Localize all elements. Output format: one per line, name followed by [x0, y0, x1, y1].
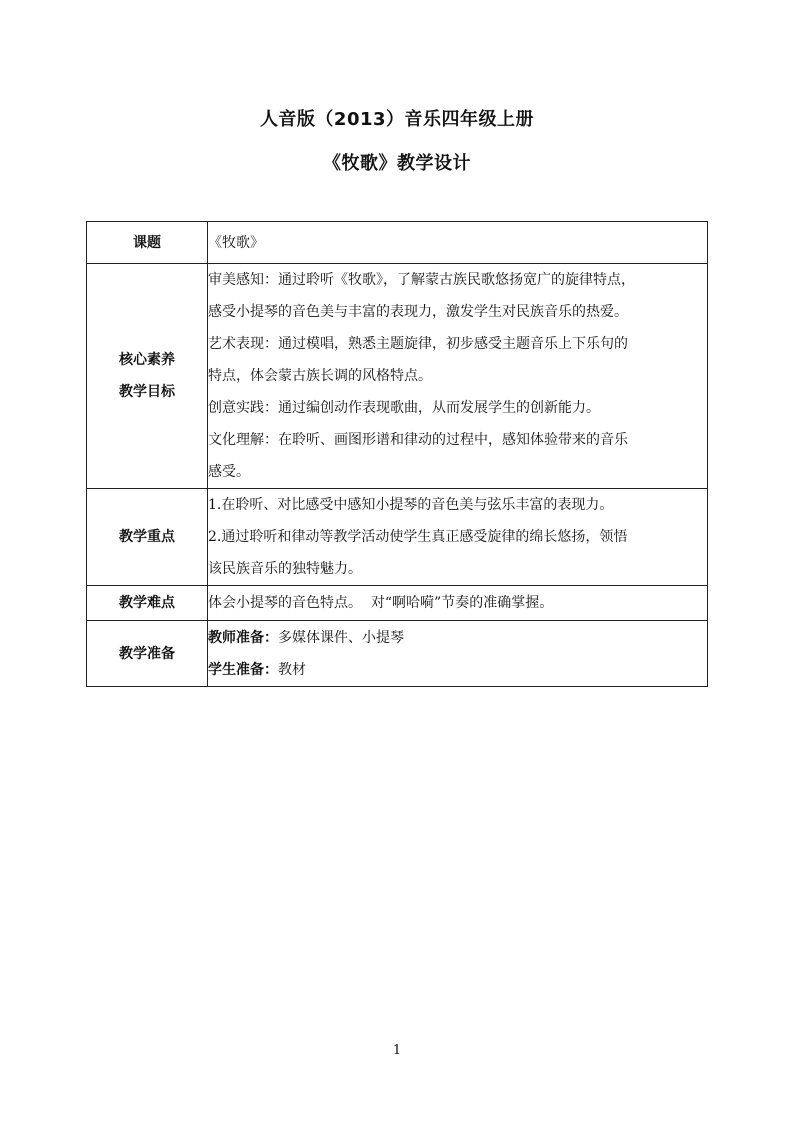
objectives-label-line2: 教学目标	[119, 384, 175, 400]
key-points-content	[208, 489, 708, 586]
lesson-plan-table	[86, 221, 708, 687]
objectives-line: 感受。	[208, 464, 250, 480]
document-title: 人音版（2013）音乐四年级上册	[259, 109, 535, 130]
table-row-topic	[87, 222, 708, 264]
objectives-line: 感受小提琴的音色美与丰富的表现力，激发学生对民族音乐的热爱。	[208, 304, 628, 320]
objectives-label-line1: 核心素养	[119, 352, 175, 368]
topic-label: 课题	[87, 222, 208, 264]
student-preparation-label: 学生准备：	[208, 661, 278, 678]
objectives-label	[87, 264, 208, 489]
table-row-objectives	[87, 264, 708, 489]
objectives-line: 创意实践：通过编创动作表现歌曲，从而发展学生的创新能力。	[208, 400, 600, 416]
preparation-content	[208, 621, 708, 687]
objectives-line: 特点，体会蒙古族长调的风格特点。	[208, 368, 432, 384]
page-number: 1	[392, 1043, 402, 1058]
objectives-line: 审美感知：通过聆听《牧歌》，了解蒙古族民歌悠扬宽广的旋律特点，	[208, 272, 635, 288]
objectives-content	[208, 264, 708, 489]
difficulties-value: 体会小提琴的音色特点。 对“啊哈嗬”节奏的准确掌握。	[208, 586, 708, 621]
key-points-line: 该民族音乐的独特魅力。	[208, 561, 362, 577]
table-row-difficulties	[87, 586, 708, 621]
student-preparation-value: 教材	[278, 661, 306, 678]
objectives-line: 文化理解：在聆听、画图形谱和律动的过程中，感知体验带来的音乐	[208, 432, 628, 448]
teacher-preparation-value: 多媒体课件、小提琴	[278, 629, 404, 646]
preparation-label: 教学准备	[87, 621, 208, 687]
document-subtitle: 《牧歌》教学设计	[323, 153, 471, 174]
objectives-line: 艺术表现：通过模唱，熟悉主题旋律，初步感受主题音乐上下乐句的	[208, 336, 628, 352]
key-points-label: 教学重点	[87, 489, 208, 586]
table-row-key-points	[87, 489, 708, 586]
key-points-line: 1.在聆听、对比感受中感知小提琴的音色美与弦乐丰富的表现力。	[208, 497, 614, 513]
teacher-preparation-label: 教师准备：	[208, 629, 278, 646]
teacher-preparation	[208, 622, 707, 654]
topic-value: 《牧歌》	[208, 222, 708, 264]
difficulties-label: 教学难点	[87, 586, 208, 621]
key-points-line: 2.通过聆听和律动等教学活动使学生真正感受旋律的绵长悠扬，领悟	[208, 529, 628, 545]
student-preparation	[208, 654, 707, 686]
table-row-preparation	[87, 621, 708, 687]
